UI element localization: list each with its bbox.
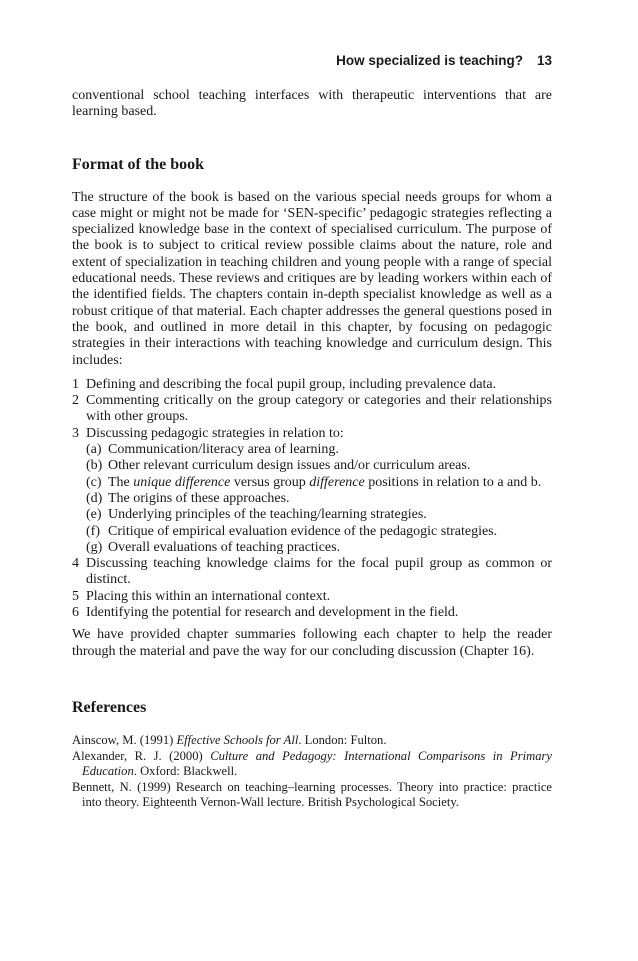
sub-list-text-post: positions in relation to a and b. [368,474,542,490]
list-number: 1 [72,376,79,392]
list-item [72,393,552,426]
sub-list-item [86,540,552,556]
sub-list-letter: (a) [86,442,102,458]
reference-entry [72,749,552,780]
list-number: 6 [72,605,79,621]
intro-paragraph: conventional school teaching interfaces with therapeutic interventions that are learning based. [72,88,552,120]
sub-list-letter: (c) [86,474,102,490]
list-item [72,426,552,556]
sub-list-item [86,458,552,474]
closing-paragraph: We have provided chapter summaries following each chapter to help the reader through the material and pave the way for our concluding discussion (Chapter 16). [72,627,552,659]
sub-list-emphasis: difference [309,474,365,490]
reference-author: Ainscow, M. (1991) [72,732,174,747]
page-body [72,88,552,811]
sub-list-letter: (g) [86,539,103,555]
sub-list-letter: (e) [86,507,102,523]
references-heading: References [72,698,147,716]
sub-list-letter: (f) [86,523,100,539]
reference-author: Alexander, R. J. (2000) [72,748,203,763]
sub-list-item [86,507,552,523]
reference-publisher: . London: Fulton. [298,732,387,747]
page-number: 13 [536,53,552,68]
list-item [72,377,552,393]
sub-list-text: Critique of empirical evaluation evidence of the pedagogic strategies. [108,523,498,539]
format-paragraph: The structure of the book is based on the various special needs groups for whom a case might or might not be made for ‘SEN-specific’ pedagogic strategies reflecting a specialized knowledge base in the context of specialised curriculum. The purpose of the book is to subject to critical review possible claims about the nature, role and extent of specialization in teaching children and young people with a range of special educational needs. These reviews and critiques are by leading workers within each of the identified fields. The chapters contain in-depth specialist knowledge as well as a robust critique of that material. Each chapter addresses the general questions posed in the book, and outlined in more detail in this chapter, by focusing on pedagogic strategies in their interactions with teaching knowledge and curriculum design. This includes: [72,189,552,368]
sub-list-item [86,524,552,540]
format-heading: Format of the book [72,155,204,173]
list-item [72,589,552,605]
reference-entry [72,733,552,749]
reference-list [72,733,552,811]
list-text: Defining and describing the focal pupil group, including prevalence data. [86,376,497,392]
list-number: 4 [72,556,79,572]
running-head-title: How specialized is teaching? [336,53,523,68]
list-text: Commenting critically on the group category or categories and their relationships with other groups. [86,393,552,425]
sub-list-item [86,491,552,507]
list-number: 2 [72,393,79,409]
sub-list [86,442,552,556]
list-number: 3 [72,425,79,441]
sub-list-item [86,475,552,491]
sub-list-text-mid: versus group [233,474,306,490]
running-head [336,53,552,68]
reference-title: Effective Schools for All [176,732,299,747]
sub-list-emphasis: unique difference [133,474,231,490]
reference-entry: Bennett, N. (1999) Research on teaching–learning processes. Theory into practice: practice into theory. Eighteenth Vernon-Wall lecture. British Psychological Society. [72,779,552,810]
sub-list-text-pre: The [108,474,130,490]
list-item [72,605,552,621]
list-text: Discussing pedagogic strategies in relation to: [86,425,344,441]
sub-list-text: The origins of these approaches. [108,490,290,506]
sub-list-letter: (b) [86,458,103,474]
sub-list-text: Overall evaluations of teaching practices. [108,539,341,555]
sub-list-item [86,442,552,458]
sub-list-text: Other relevant curriculum design issues and/or curriculum areas. [108,458,471,474]
reference-title: Culture and Pedagogy: International Comparisons in Primary Education [82,748,552,779]
sub-list-letter: (d) [86,490,103,506]
reference-publisher: . Oxford: Blackwell. [133,764,238,779]
list-item [72,556,552,589]
list-text: Identifying the potential for research and development in the field. [86,605,459,621]
sub-list-text: Communication/literacy area of learning. [108,442,339,458]
chapter-question-list [72,377,552,621]
sub-list-text: Underlying principles of the teaching/learning strategies. [108,507,427,523]
list-text: Placing this within an international context. [86,588,331,604]
list-number: 5 [72,588,79,604]
list-text: Discussing teaching knowledge claims for the focal pupil group as common or distinct. [86,556,552,588]
